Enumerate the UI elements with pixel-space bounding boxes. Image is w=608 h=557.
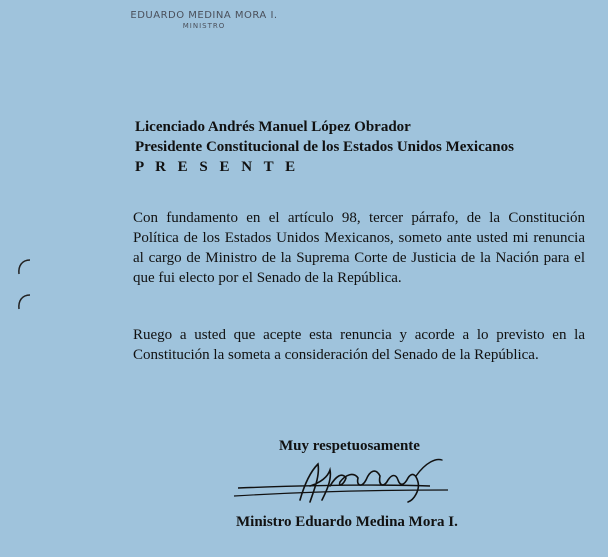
letterhead-name: EDUARDO MEDINA MORA I. — [130, 10, 278, 21]
addressee-present: P R E S E N T E — [135, 159, 300, 175]
addressee-name: Licenciado Andrés Manuel López Obrador — [135, 119, 411, 135]
addressee-block — [135, 117, 514, 177]
body-paragraph-2: Ruego a usted que acepte esta renuncia y acorde a lo previsto en la Constitución la someta a consideración del Senado de la República. — [133, 327, 585, 363]
punch-hole-icon — [16, 293, 32, 311]
signer-name: Ministro Eduardo Medina Mora I. — [236, 514, 458, 530]
letterhead-role: MINISTRO — [182, 22, 226, 30]
body-paragraph-1: Con fundamento en el artículo 98, tercer párrafo, de la Constitución Política de los Estados Unidos Mexicanos, someto ante usted mi renuncia al cargo de Ministro de la Suprema Corte de Justicia de la Nación para el que fui electo por el Senado de la República. — [133, 210, 585, 286]
signature-icon — [230, 456, 460, 512]
addressee-title: Presidente Constitucional de los Estados Unidos Mexicanos — [135, 139, 514, 155]
punch-hole-icon — [16, 258, 32, 276]
letterhead — [0, 10, 408, 30]
closing-salutation: Muy respetuosamente — [279, 438, 420, 454]
